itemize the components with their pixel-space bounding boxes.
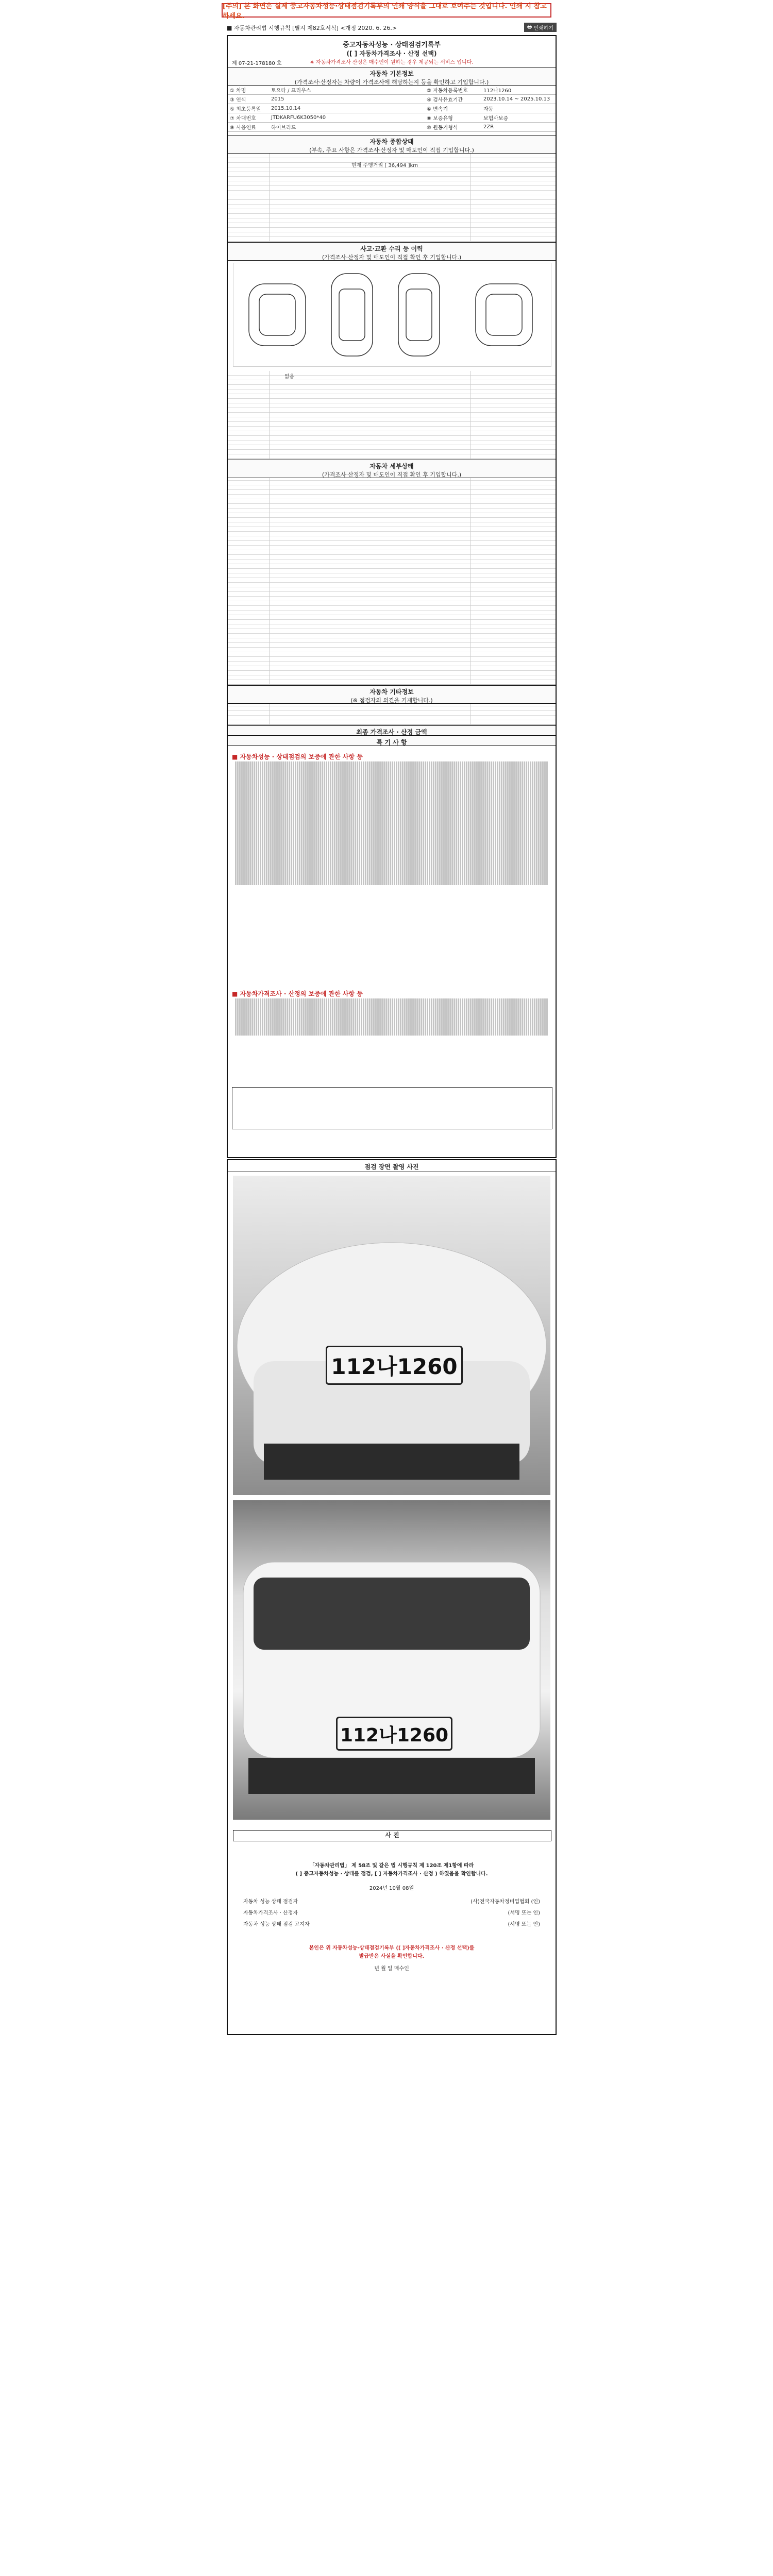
accident-none: 없음 xyxy=(284,374,295,380)
other-table xyxy=(228,704,556,725)
issue-date: 2024년 10월 08일 xyxy=(369,1886,414,1891)
section-detail: 자동차 세부상태 (가격조사·산정자 및 매도인이 직접 확인 후 기입합니다.) xyxy=(228,460,556,478)
section-status: 자동차 종합상태 (부속, 주요 사항은 가격조사·산정자 및 매도인이 직접 기입합니다.) xyxy=(228,135,556,154)
price-warranty-heading: ■ 자동차가격조사 · 산정의 보증에 관한 사항 등 xyxy=(232,990,363,997)
table-row: ⑦ 차대번호 JTDKARFU6K3050*40 ⑧ 보증유형 보험사보증 xyxy=(228,113,556,123)
section-accident: 사고·교환 수리 등 이력 (가격조사·산정자 및 매도인이 직접 확인 후 기입합니다.) xyxy=(228,242,556,261)
section-basic: 자동차 기본정보 (가격조사·산정자는 차량이 가격조사에 해당하는지 등을 확인하고 기입합니다.) xyxy=(228,67,556,86)
photo-header: 점검 장면 촬영 사진 xyxy=(228,1160,556,1172)
car-rear-image xyxy=(233,1500,550,1820)
table-row: ⑤ 최초등록일 2015.10.14 ⑥ 변속기 자동 xyxy=(228,104,556,113)
section-other: 자동차 기타정보 (※ 점검자의 의견을 기재합니다.) xyxy=(228,685,556,704)
car-diagram xyxy=(233,263,551,367)
document-number: 제 07-21-178180 호 xyxy=(232,61,282,66)
form-reference: ■ 자동차관리법 시행규칙 [별지 제82호서식] <개정 2020. 6. 26.> xyxy=(227,25,397,31)
price-warranty-text xyxy=(235,998,548,1081)
section-price: 최종 가격조사 · 산정 금액 xyxy=(228,725,556,736)
section-opinion: 특 기 사 항 xyxy=(228,736,556,746)
car-outline-icon xyxy=(233,263,551,366)
detail-table xyxy=(228,478,556,685)
print-button[interactable]: 🖶 인쇄하기 xyxy=(524,23,557,32)
signature-row-1: 자동차 성능 상태 점검자 (사)전국자동차정비업협회 (인) xyxy=(243,1899,540,1905)
table-row: ⑨ 사용연료 하이브리드 ⑩ 원동기형식 2ZR xyxy=(228,123,556,132)
warranty-text xyxy=(235,761,548,983)
mileage-value: 현재 주행거리 [ 36,494 ]km xyxy=(351,163,418,168)
document-title: 중고자동차성능 · 상태점검기록부 ([ ] 자동차가격조사 · 산정 선택) ※ 자동차가격조사 산정은 매수인이 원하는 경우 제공되는 서비스 입니다. xyxy=(310,41,474,65)
front-photo xyxy=(233,1176,550,1495)
notice-box xyxy=(232,1087,552,1129)
table-row: ① 차명 토요타 / 프리우스 ② 자동차등록번호 112나1260 xyxy=(228,86,556,95)
table-row: ③ 연식 2015 ④ 검사유효기간 2023.10.14 ~ 2025.10.13 xyxy=(228,95,556,104)
signature-row-2: 자동차가격조사 · 산정자 (서명 또는 인) xyxy=(243,1910,540,1916)
top-bar xyxy=(227,23,557,33)
inspection-document xyxy=(227,35,557,1158)
photo-box-label: 사 진 xyxy=(233,1830,551,1841)
accident-table xyxy=(228,371,556,459)
license-plate: 112나1260 xyxy=(326,1346,463,1385)
notice-banner: [주의] 본 화면은 실제 중고자동차성능·상태점검기록부의 인쇄 양식을 그대로 보여주는 것입니다. 인쇄 시 참고하세요. xyxy=(222,3,551,18)
warranty-heading: ■ 자동차성능 · 상태점검의 보증에 관한 사항 등 xyxy=(232,753,363,760)
signature-row-3: 자동차 성능 상태 점검 고지자 (서명 또는 인) xyxy=(243,1922,540,1927)
photo-section: 점검 장면 촬영 사진 112나1260 112나1260 사 진 「자동차관리법」 제 58조 및 같은 법 시행규칙 제 120조 제1항에 따라 ( ] 중고자동차성능 · 상태를 점검, [ ] 자동차가격조사 · 산정 ) 하였음을 확인합니다. 2024년 10월 08일 자동차 성능 상태 점검자 (사)전국자동차정비업협회 (인) 자동차가격조사 · 산정자 (서명 또는 인) 자동차 성능 상태 점검 고지자 (서명 또는 인) 본인은 위 자동차성능·상태점검기록부 ([ ]자동차가격조사 · 산정 선택)를 발급받은 사실을 확인합니다. 년 월 일 매수인 xyxy=(227,1159,557,2035)
basic-info-table xyxy=(228,86,556,132)
license-plate: 112나1260 xyxy=(336,1717,452,1751)
rear-photo xyxy=(233,1500,550,1820)
printer-icon: 🖶 xyxy=(527,24,532,30)
car-front-image xyxy=(233,1176,550,1495)
